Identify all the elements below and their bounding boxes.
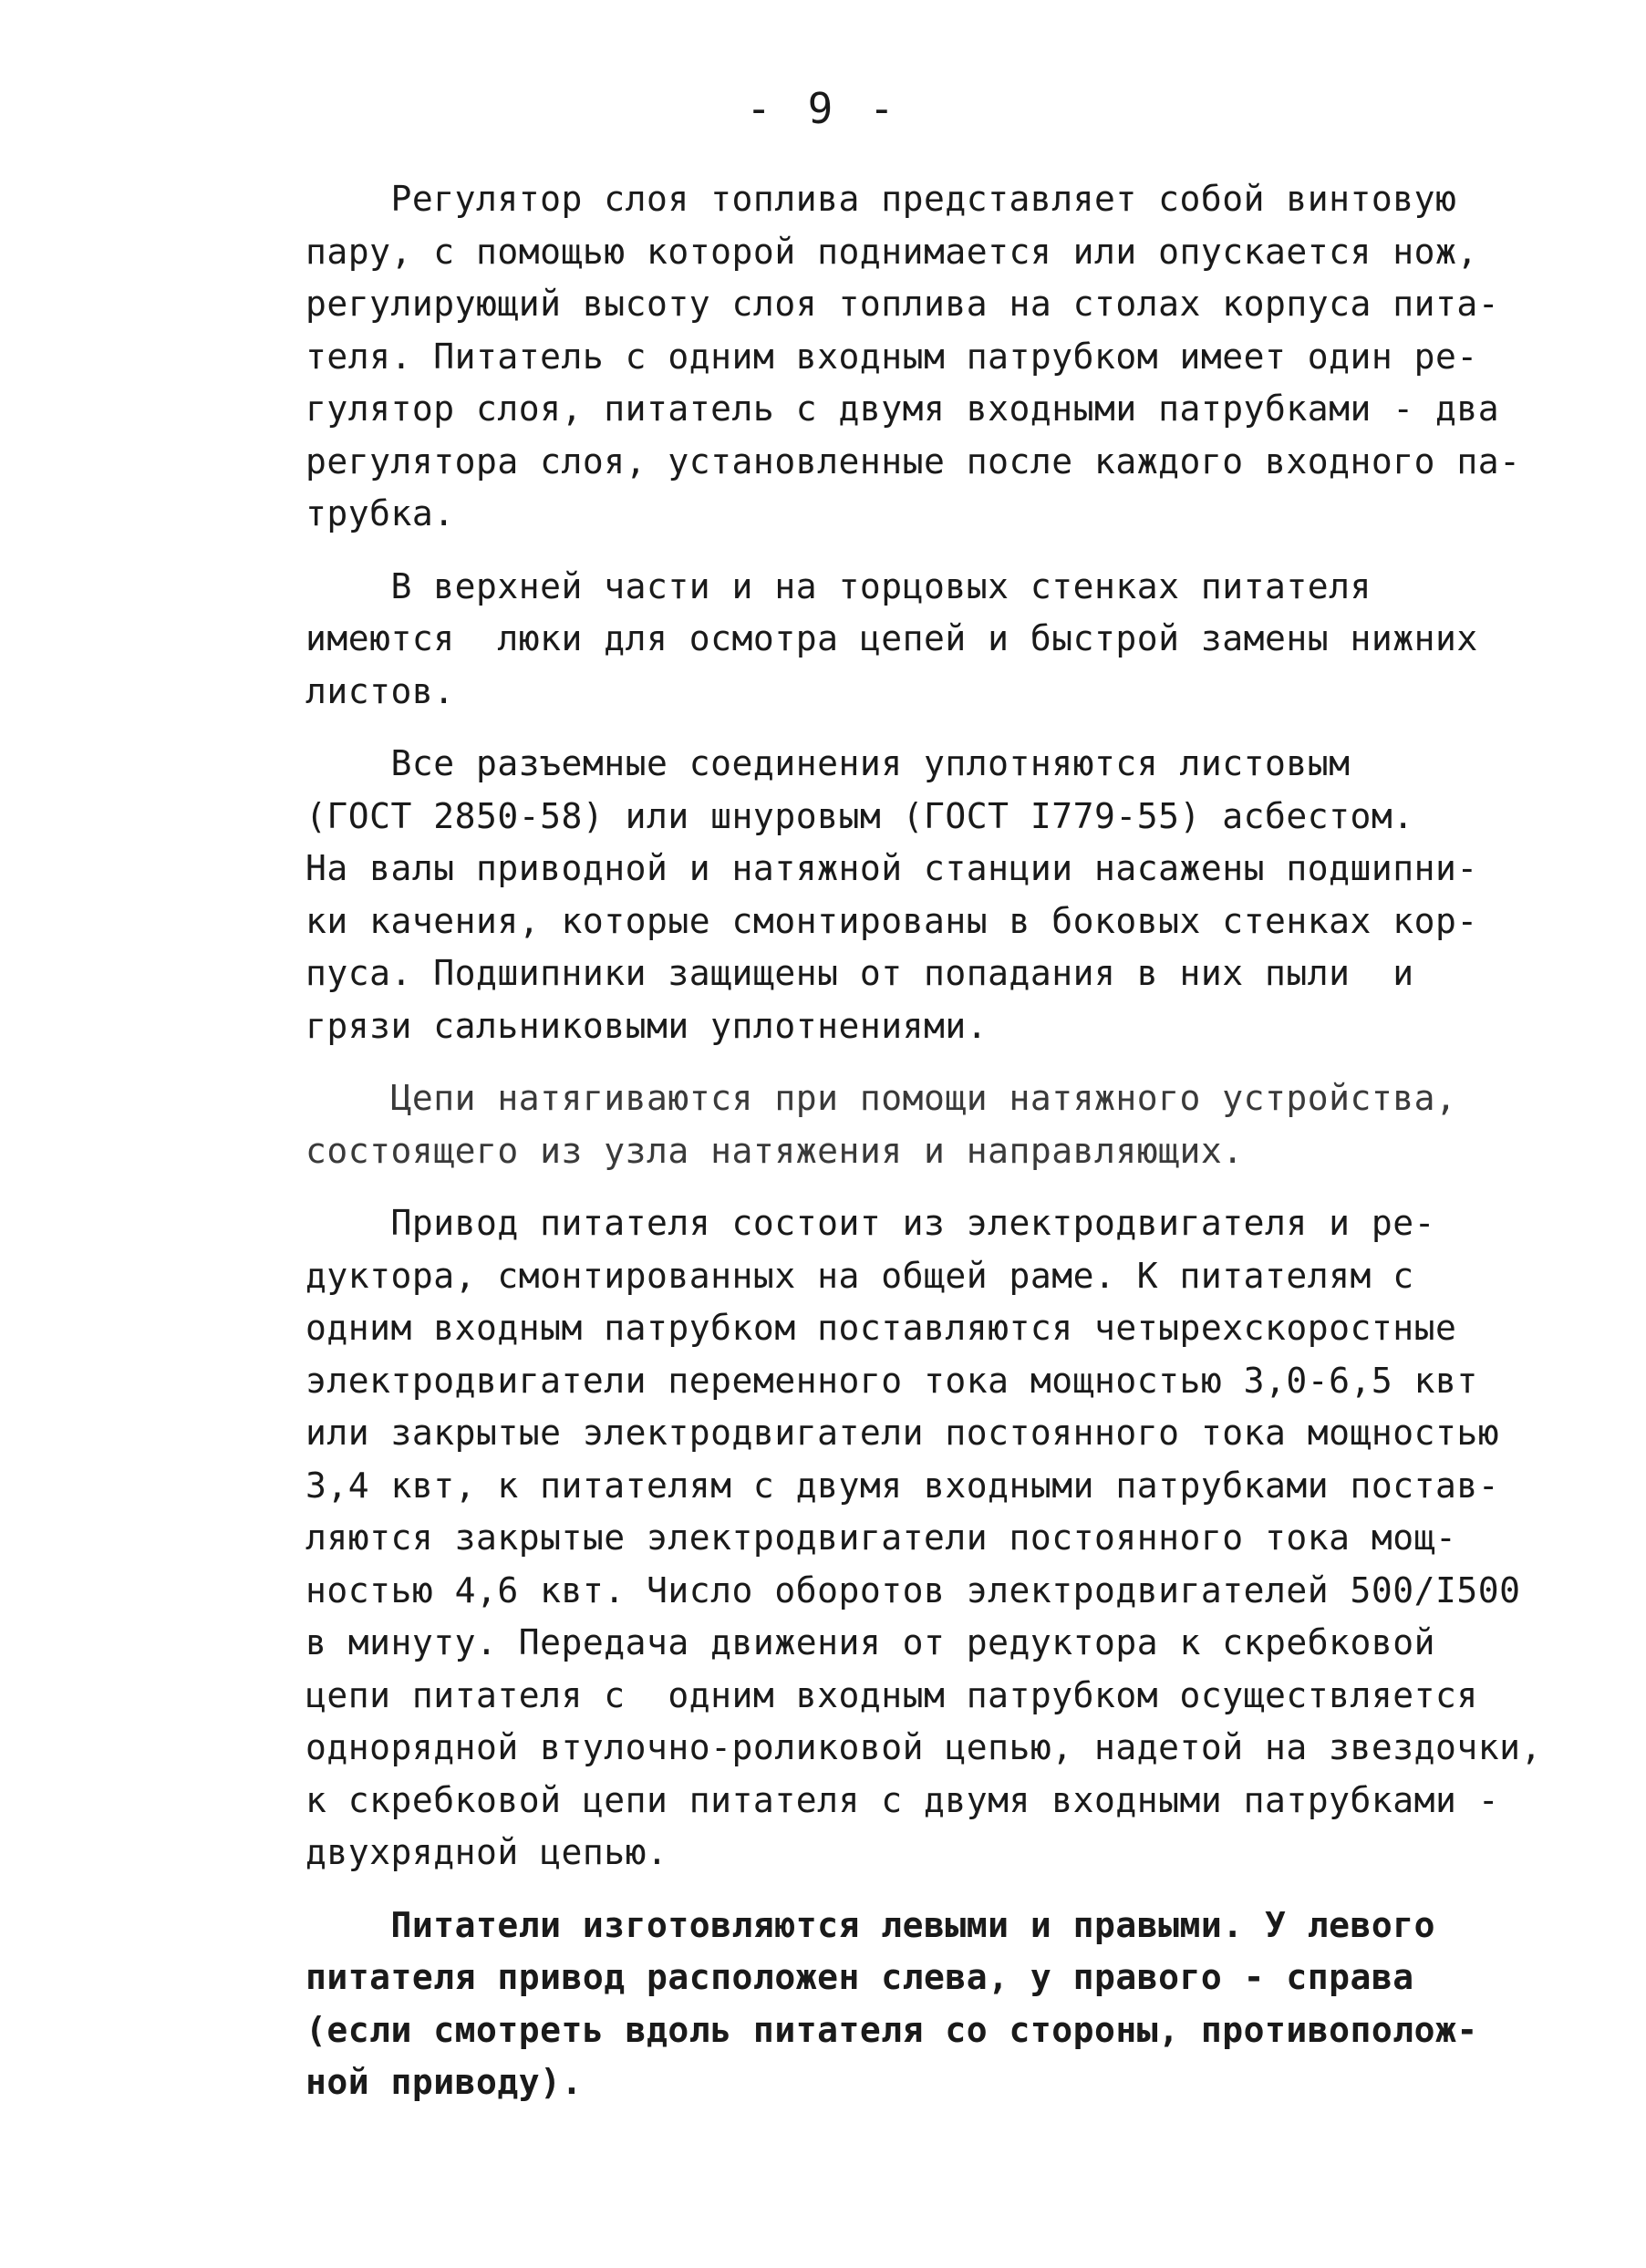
text-line: питателя привод расположен слева, у правого - справа xyxy=(305,1957,1414,1997)
page-number: - 9 - xyxy=(746,84,900,133)
text-line: дуктора, смонтированных на общей раме. К питателям с xyxy=(305,1255,1414,1296)
text-line: Привод питателя состоит из электродвигателя и ре- xyxy=(305,1203,1436,1243)
text-line: листов. xyxy=(305,670,455,711)
text-line: двухрядной цепью. xyxy=(305,1832,668,1872)
text-line: На валы приводной и натяжной станции насажены подшипни- xyxy=(305,848,1478,888)
text-line: Питатели изготовляются левыми и правыми. У левого xyxy=(305,1904,1436,1945)
paragraph-chain-tensioning xyxy=(305,1072,1564,1177)
text-line: в минуту. Передача движения от редуктора к скребковой xyxy=(305,1622,1436,1662)
text-line: гулятор слоя, питатель с двумя входными патрубками - два xyxy=(305,388,1500,429)
text-line: одним входным патрубком поставляются четырехскоростные xyxy=(305,1308,1457,1348)
text-line: Регулятор слоя топлива представляет собой винтовую xyxy=(305,179,1457,219)
body-text xyxy=(305,173,1564,2129)
text-line: состоящего из узла натяжения и направляющих. xyxy=(305,1130,1244,1171)
text-line: пуса. Подшипники защищены от попадания в них пыли и xyxy=(305,953,1414,993)
text-line: регулятора слоя, установленные после каждого входного па- xyxy=(305,440,1521,482)
text-line: грязи сальниковыми уплотнениями. xyxy=(305,1005,989,1046)
text-line: ляются закрытые электродвигатели постоянного тока мощ- xyxy=(305,1517,1457,1558)
paragraph-drive xyxy=(305,1197,1564,1880)
text-line: или закрытые электродвигатели постоянного тока мощностью xyxy=(305,1413,1500,1453)
paragraph-inspection-hatches xyxy=(305,561,1564,719)
text-line: (ГОСТ 2850-58) или шнуровым (ГОСТ I779-55) асбестом. xyxy=(305,795,1414,836)
text-line: Все разъемные соединения уплотняются листовым xyxy=(305,743,1351,783)
text-line: пару, с помощью которой поднимается или опускается нож, xyxy=(305,231,1478,272)
text-line: цепи питателя с одним входным патрубком осуществляется xyxy=(305,1674,1478,1715)
text-line: ки качения, которые смонтированы в боковых стенках кор- xyxy=(305,900,1478,941)
text-line: однорядной втулочно-роликовой цепью, надетой на звездочки, xyxy=(305,1727,1542,1767)
text-line: к скребковой цепи питателя с двумя входными патрубками - xyxy=(305,1779,1500,1820)
text-line: ной приводу). xyxy=(305,2062,583,2102)
text-line: (если смотреть вдоль питателя со стороны, противополож- xyxy=(305,2009,1478,2050)
text-line: Цепи натягиваются при помощи натяжного устройства, xyxy=(305,1078,1457,1118)
text-line: ностью 4,6 квт. Число оборотов электродвигателей 500/I500 xyxy=(305,1569,1521,1610)
text-line: электродвигатели переменного тока мощностью 3,0-6,5 квт xyxy=(305,1360,1478,1401)
text-line: теля. Питатель с одним входным патрубком имеет один ре- xyxy=(305,336,1478,377)
paragraph-left-right-feeders xyxy=(305,1900,1564,2109)
text-line: 3,4 квт, к питателям с двумя входными патрубками постав- xyxy=(305,1465,1500,1506)
paragraph-seals-bearings xyxy=(305,738,1564,1052)
text-line: В верхней части и на торцовых стенках питателя xyxy=(305,565,1372,606)
text-line: трубка. xyxy=(305,493,455,533)
text-line: регулирующий высоту слоя топлива на столах корпуса пита- xyxy=(305,284,1500,324)
text-line: имеются люки для осмотра цепей и быстрой замены нижних xyxy=(305,618,1478,658)
paragraph-layer-regulator xyxy=(305,173,1564,541)
